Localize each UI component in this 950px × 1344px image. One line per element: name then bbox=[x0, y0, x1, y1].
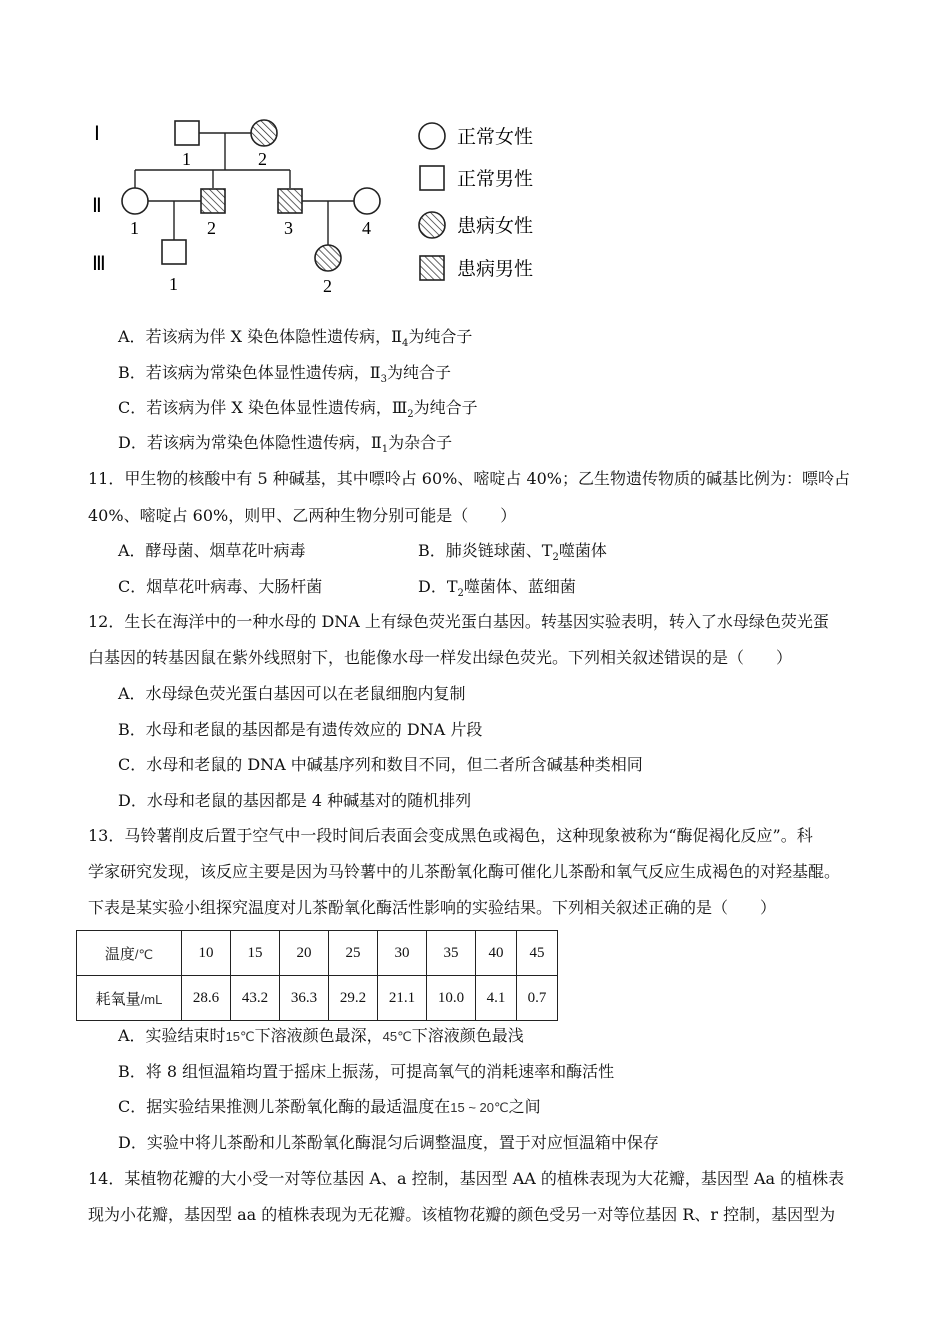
q12-option-d[interactable]: D．水母和老鼠的基因都是 4 种碱基对的随机排列 bbox=[118, 791, 472, 810]
q11-option-a[interactable]: A．酵母菌、烟草花叶病毒 bbox=[118, 541, 306, 560]
q12-option-a[interactable]: A．水母绿色荧光蛋白基因可以在老鼠细胞内复制 bbox=[118, 684, 466, 703]
q10-option-d[interactable]: D．若该病为常染色体隐性遗传病，$Ⅱ_1$为杂合子 bbox=[118, 433, 453, 456]
table-row-oxygen bbox=[77, 976, 558, 1021]
table-cell: 10.0 bbox=[427, 976, 476, 1021]
legend-normal-female-icon bbox=[419, 123, 445, 149]
legend-affected-female-icon bbox=[419, 212, 445, 238]
q13-option-b[interactable]: B．将 8 组恒温箱均置于摇床上振荡，可提高氧气的消耗速率和酶活性 bbox=[118, 1062, 615, 1081]
generation-label-2: Ⅱ bbox=[92, 195, 102, 217]
gen2-female-normal-4 bbox=[354, 188, 380, 214]
table-cell: 10 bbox=[182, 931, 231, 976]
q12-stem-line1: 12．生长在海洋中的一种水母的 DNA 上有绿色荧光蛋白基因。转基因实验表明，转入了水母绿色荧光蛋 bbox=[88, 612, 829, 631]
table-cell: 15 bbox=[231, 931, 280, 976]
legend-normal-male: 正常男性 bbox=[457, 168, 534, 190]
legend-normal-male-icon bbox=[420, 166, 444, 190]
gen2-number-3: 3 bbox=[284, 218, 293, 238]
gen3-number-2: 2 bbox=[323, 276, 332, 296]
legend-affected-female: 患病女性 bbox=[457, 215, 534, 237]
legend-affected-male-icon bbox=[420, 256, 444, 280]
q14-stem-line1: 14．某植物花瓣的大小受一对等位基因 A、a 控制，基因型 AA 的植株表现为大花瓣，基因型 Aa 的植株表 bbox=[88, 1169, 845, 1188]
table-cell: 35 bbox=[427, 931, 476, 976]
q12-option-c[interactable]: C．水母和老鼠的 DNA 中碱基序列和数目不同，但二者所含碱基种类相同 bbox=[118, 755, 643, 774]
table-cell: 28.6 bbox=[182, 976, 231, 1021]
table-row-temperature bbox=[77, 931, 558, 976]
table-cell: 36.3 bbox=[280, 976, 329, 1021]
table-cell: 29.2 bbox=[329, 976, 378, 1021]
q13-stem-line1: 13．马铃薯削皮后置于空气中一段时间后表面会变成黑色或褐色，这种现象被称为“酶促褐化反应”。科 bbox=[88, 826, 813, 845]
legend-affected-male: 患病男性 bbox=[457, 258, 534, 280]
gen1-female-affected bbox=[251, 120, 277, 146]
generation-label-3: Ⅲ bbox=[92, 253, 106, 275]
gen3-female-affected-2 bbox=[315, 245, 341, 271]
q11-option-c[interactable]: C．烟草花叶病毒、大肠杆菌 bbox=[118, 577, 323, 596]
legend-normal-female: 正常女性 bbox=[457, 126, 534, 148]
gen2-number-2: 2 bbox=[207, 218, 216, 238]
gen2-male-affected-2 bbox=[201, 189, 225, 213]
gen1-male-normal bbox=[175, 121, 199, 145]
row-label-temperature: 温度/℃ bbox=[77, 931, 182, 976]
q13-stem-line2: 学家研究发现，该反应主要是因为马铃薯中的儿茶酚氧化酶可催化儿茶酚和氧气反应生成褐色的对羟基醌。 bbox=[88, 862, 841, 881]
table-cell: 0.7 bbox=[517, 976, 558, 1021]
table-cell: 25 bbox=[329, 931, 378, 976]
q13-stem-line3: 下表是某实验小组探究温度对儿茶酚氧化酶活性影响的实验结果。下列相关叙述正确的是（ ） bbox=[88, 898, 777, 917]
table-cell: 30 bbox=[378, 931, 427, 976]
table-cell: 4.1 bbox=[476, 976, 517, 1021]
gen2-number-1: 1 bbox=[130, 218, 139, 238]
table-cell: 43.2 bbox=[231, 976, 280, 1021]
gen2-number-4: 4 bbox=[362, 218, 371, 238]
table-cell: 21.1 bbox=[378, 976, 427, 1021]
temperature-oxygen-table bbox=[76, 930, 558, 1021]
q14-stem-line2: 现为小花瓣，基因型 aa 的植株表现为无花瓣。该植物花瓣的颜色受另一对等位基因 R、r 控制，基因型为 bbox=[88, 1205, 836, 1224]
q11-option-d[interactable]: D．$T_2$噬菌体、蓝细菌 bbox=[418, 577, 576, 600]
q13-option-d[interactable]: D．实验中将儿茶酚和儿茶酚氧化酶混匀后调整温度，置于对应恒温箱中保存 bbox=[118, 1133, 659, 1152]
gen1-number-2: 2 bbox=[258, 149, 267, 169]
pedigree-chart bbox=[80, 110, 560, 300]
generation-label-1: Ⅰ bbox=[94, 123, 100, 145]
gen3-number-1: 1 bbox=[169, 274, 178, 294]
q12-option-b[interactable]: B．水母和老鼠的基因都是有遗传效应的 DNA 片段 bbox=[118, 720, 483, 739]
q13-option-c[interactable]: C．据实验结果推测儿茶酚氧化酶的最适温度在15 ~ 20℃之间 bbox=[118, 1097, 541, 1116]
gen3-male-normal-1 bbox=[162, 240, 186, 264]
q12-stem-line2: 白基因的转基因鼠在紫外线照射下，也能像水母一样发出绿色荧光。下列相关叙述错误的是（ ） bbox=[88, 648, 793, 667]
q10-option-c[interactable]: C．若该病为伴 X 染色体显性遗传病，$Ⅲ_2$为纯合子 bbox=[118, 398, 478, 421]
gen1-number-1: 1 bbox=[182, 149, 191, 169]
table-cell: 40 bbox=[476, 931, 517, 976]
row-label-oxygen: 耗氧量/mL bbox=[77, 976, 182, 1021]
q10-option-b[interactable]: B．若该病为常染色体显性遗传病，$Ⅱ_3$为纯合子 bbox=[118, 363, 452, 386]
q13-option-a[interactable]: A．实验结束时15℃下溶液颜色最深，45℃下溶液颜色最浅 bbox=[118, 1026, 524, 1045]
gen2-male-affected-3 bbox=[278, 189, 302, 213]
table-cell: 45 bbox=[517, 931, 558, 976]
q11-option-b[interactable]: B．肺炎链球菌、$T_2$噬菌体 bbox=[418, 541, 607, 564]
q11-stem-line1: 11．甲生物的核酸中有 5 种碱基，其中嘌呤占 60%、嘧啶占 40%；乙生物遗传物质的碱基比例为：嘌呤占 bbox=[88, 469, 851, 488]
table-cell: 20 bbox=[280, 931, 329, 976]
q11-stem-line2: 40%、嘧啶占 60%，则甲、乙两种生物分别可能是（ ） bbox=[88, 506, 517, 525]
q10-option-a[interactable]: A．若该病为伴 X 染色体隐性遗传病，$Ⅱ_4$为纯合子 bbox=[118, 327, 473, 350]
gen2-female-normal-1 bbox=[122, 188, 148, 214]
